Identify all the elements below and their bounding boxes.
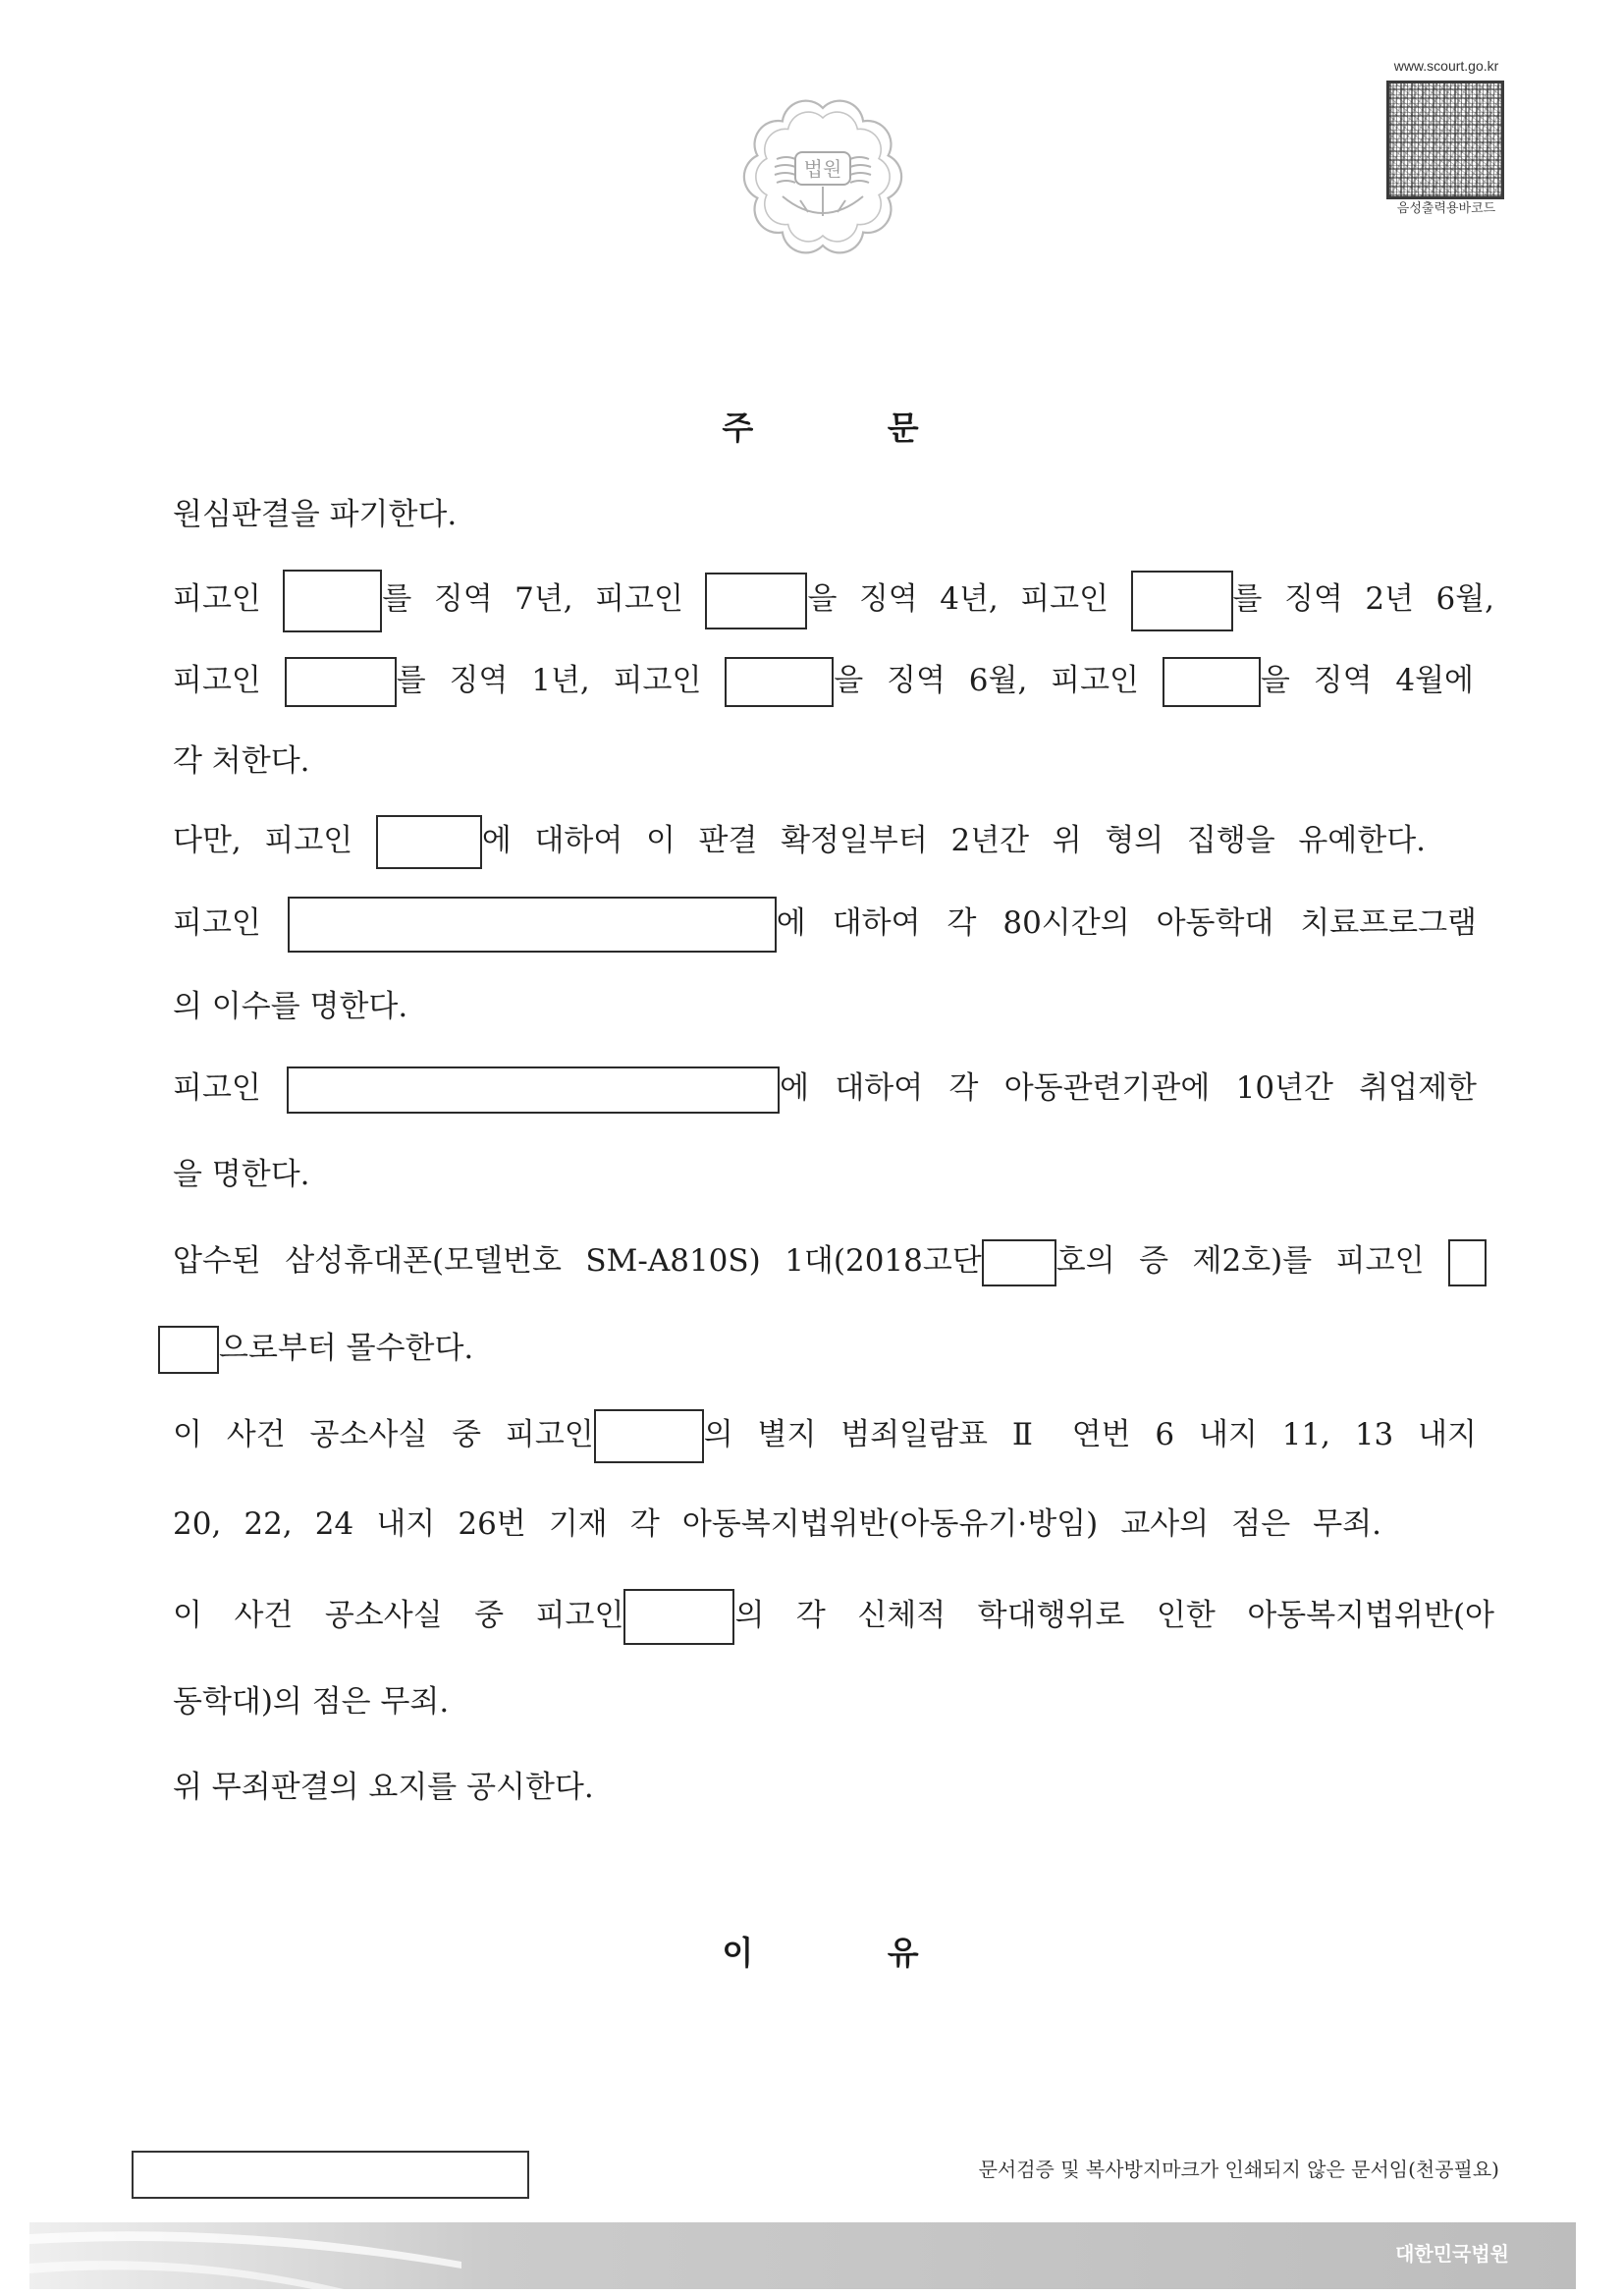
order-line-15 [173,1680,449,1723]
redaction-box [725,657,834,707]
redaction-box [285,657,397,707]
order-text: 에 대하여 이 판결 확정일부터 2년간 위 형의 집행을 유예한다. [481,823,1426,858]
order-text: 에 대하여 각 80시간의 아동학대 치료프로그램 [776,905,1477,941]
issuer-label: 대한민국법원 [1395,2242,1509,2266]
order-text: 의 각 신체적 학대행위로 인한 아동복지법위반(아 [734,1598,1494,1633]
order-line-7 [173,985,407,1028]
order-text: 이 사건 공소사실 중 피고인 [173,1417,594,1452]
order-text: 각 처한다. [173,743,310,779]
order-line-4 [173,739,310,783]
order-line-6 [173,902,1477,945]
order-text: 동학대)의 점은 무죄. [173,1684,450,1720]
voice-output-barcode [1386,81,1504,199]
order-text: 압수된 삼성휴대폰(모델번호 SM-A810S) 1대(2018고단 [173,1243,982,1279]
order-text: 에 대하여 각 아동관련기관에 10년간 취업제한 [780,1070,1477,1106]
order-text: 20, 22, 24 내지 26번 기재 각 아동복지법위반(아동유기·방임) 교사의 점은 무죄. [173,1506,1381,1542]
order-line-10 [173,1239,1487,1283]
order-text: 를 징역 1년, 피고인 [396,663,702,698]
order-text: 을 징역 6월, 피고인 [834,663,1139,698]
order-text: 의 이수를 명한다. [173,989,408,1024]
redaction-box [594,1409,704,1463]
order-text: 호의 증 제2호)를 피고인 [1055,1243,1425,1279]
order-line-5 [173,819,1426,862]
redaction-box [1163,657,1261,707]
redaction-box [288,897,777,953]
redaction-box [623,1589,734,1645]
order-text: 원심판결을 파기한다. [173,497,458,532]
order-text: 의 별지 범죄일람표 Ⅱ 연번 6 내지 11, 13 내지 [703,1417,1478,1452]
order-text: 피고인 [173,1070,261,1106]
seal-text: 법원 [803,157,842,181]
order-text: 피고인 [173,581,261,617]
redaction-box [1448,1239,1487,1286]
order-text: 이 사건 공소사실 중 피고인 [173,1598,624,1633]
footer-band [29,2222,1576,2289]
redaction-box [1131,571,1233,631]
reasons-heading: 이 유 [722,1934,919,1972]
order-line-9 [173,1153,310,1196]
redaction-box [158,1326,219,1374]
order-text: 다만, 피고인 [173,823,353,858]
order-line-13 [173,1503,1381,1546]
order-text: 피고인 [173,905,261,941]
order-text: 위 무죄판결의 요지를 공시한다. [173,1770,594,1805]
document-verification-notice: 문서검증 및 복사방지마크가 인쇄되지 않은 문서임(천공필요) [978,2158,1499,2181]
redaction-box [705,573,807,629]
order-text: 피고인 [173,663,261,698]
order-text: 를 징역 7년, 피고인 [382,581,683,617]
order-line-14 [173,1594,1494,1637]
court-website-url: www.scourt.go.kr [1393,58,1499,74]
order-text: 을 명한다. [173,1157,310,1192]
order-line-12 [173,1413,1477,1456]
footer-band-graphic [29,2222,1576,2289]
barcode-caption: 음성출력용바코드 [1396,201,1496,216]
footer-blank-box [132,2151,529,2199]
order-text: 으로부터 몰수한다. [219,1331,474,1366]
order-heading: 주 문 [722,409,919,447]
order-line-16 [173,1766,594,1809]
order-line-11 [158,1327,473,1370]
order-line-3 [173,659,1474,702]
redaction-box [283,570,382,632]
redaction-box [376,815,482,869]
redaction-box [287,1066,780,1114]
redaction-box [982,1239,1056,1286]
order-line-2 [173,577,1494,621]
court-seal-emblem [739,90,906,267]
order-line-1 [173,493,457,536]
order-text: 를 징역 2년 6월, [1232,581,1495,617]
order-line-8 [173,1066,1477,1110]
order-text: 을 징역 4년, 피고인 [807,581,1109,617]
order-text: 을 징역 4월에 [1260,663,1474,698]
